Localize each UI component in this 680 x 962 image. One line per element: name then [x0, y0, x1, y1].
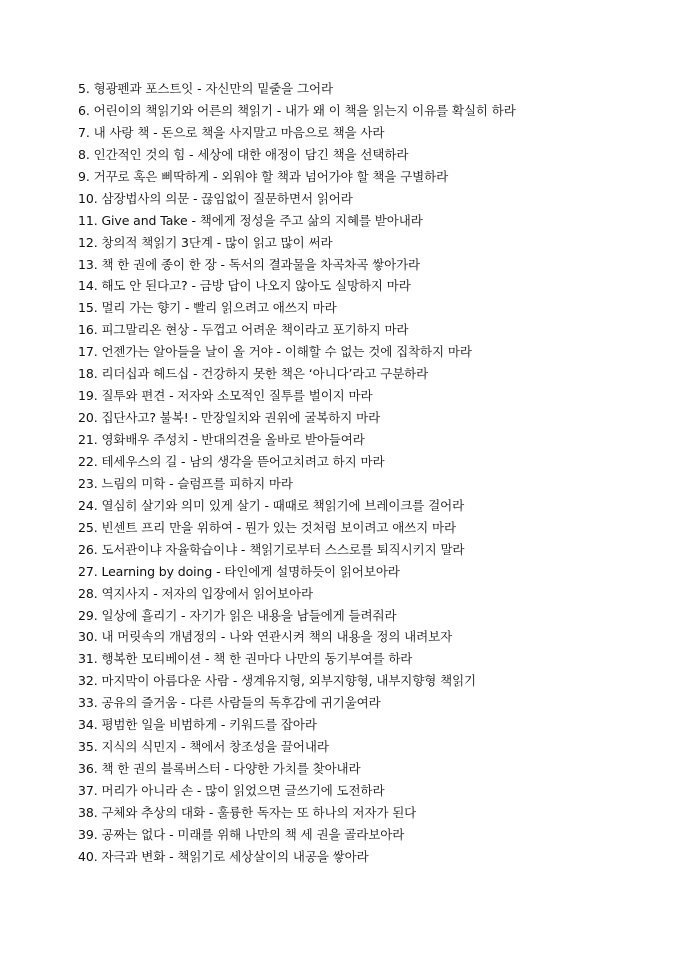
list-item: 6. 어린이의 책읽기와 어른의 책읽기 - 내가 왜 이 책을 읽는지 이유를 확실히 하라: [78, 102, 516, 118]
list-item: 12. 창의적 책읽기 3단계 - 많이 읽고 많이 써라: [78, 234, 333, 250]
table-of-contents: [78, 78, 668, 868]
list-item: 17. 언젠가는 알아들을 날이 올 거야 - 이해할 수 없는 것에 집착하지 마라: [78, 344, 472, 360]
list-item: 20. 집단사고? 불복! - 만장일치와 권위에 굴복하지 마라: [78, 410, 381, 426]
list-item: 14. 해도 안 된다고? - 금방 답이 나오지 않아도 실망하지 마라: [78, 278, 411, 294]
list-item: 34. 평범한 일을 비범하게 - 키워드를 잡아라: [78, 717, 317, 733]
list-item: 25. 빈센트 프리 만을 위하여 - 뭔가 있는 것처럼 보이려고 애쓰지 마라: [78, 519, 456, 535]
list-item: 38. 구체와 추상의 대화 - 훌륭한 독자는 또 하나의 저자가 된다: [78, 804, 417, 820]
list-item: 9. 거꾸로 혹은 삐딱하게 - 외워야 할 책과 넘어가야 할 책을 구별하라: [78, 168, 449, 184]
list-item: 8. 인간적인 것의 힘 - 세상에 대한 애정이 담긴 책을 선택하라: [78, 146, 409, 162]
list-item: 28. 역지사지 - 저자의 입장에서 읽어보아라: [78, 585, 313, 601]
list-item: 32. 마지막이 아름다운 사람 - 생계유지형, 외부지향형, 내부지향형 책읽기: [78, 673, 477, 689]
list-item: 30. 내 머릿속의 개념정의 - 나와 연관시켜 책의 내용을 정의 내려보자: [78, 629, 453, 645]
list-item: 15. 멀리 가는 향기 - 빨리 읽으려고 애쓰지 마라: [78, 300, 337, 316]
list-item: 33. 공유의 즐거움 - 다른 사람들의 독후감에 귀기울여라: [78, 695, 381, 711]
list-item: 36. 책 한 권의 블록버스터 - 다양한 가치를 찾아내라: [78, 761, 361, 777]
list-item: 35. 지식의 식민지 - 책에서 창조성을 끌어내라: [78, 739, 329, 755]
list-item: 23. 느림의 미학 - 슬럼프를 피하지 마라: [78, 475, 293, 491]
list-item: 21. 영화배우 주성치 - 반대의견을 올바로 받아들여라: [78, 432, 365, 447]
list-item: 26. 도서관이냐 자율학습이냐 - 책읽기로부터 스스로를 퇴직시키지 말라: [78, 541, 465, 557]
list-item: 18. 리더십과 헤드십 - 건강하지 못한 책은 ‘아니다’라고 구분하라: [78, 366, 429, 382]
list-item: 24. 열심히 살기와 의미 있게 살기 - 때때로 책읽기에 브레이크를 걸어라: [78, 497, 465, 513]
list-item: 39. 공짜는 없다 - 미래를 위해 나만의 책 세 권을 골라보아라: [78, 826, 405, 842]
list-item: 40. 자극과 변화 - 책읽기로 세상살이의 내공을 쌓아라: [78, 848, 369, 864]
list-item: 13. 책 한 권에 종이 한 장 - 독서의 결과물을 차곡차곡 쌓아가라: [78, 256, 421, 272]
list-item: 16. 피그말리온 현상 - 두껍고 어려운 책이라고 포기하지 마라: [78, 322, 409, 338]
list-item: 22. 테세우스의 길 - 남의 생각을 뜯어고치려고 하지 마라: [78, 453, 385, 469]
list-item: 11. Give and Take - 책에게 정성을 주고 삶의 지혜를 받아내라: [78, 212, 423, 228]
list-item: 5. 형광펜과 포스트잇 - 자신만의 밑줄을 그어라: [78, 81, 333, 96]
list-item: 31. 행복한 모티베이션 - 책 한 권마다 나만의 동기부여를 하라: [78, 651, 413, 667]
list-item: 10. 삼장법사의 의문 - 끊임없이 질문하면서 읽어라: [78, 190, 353, 206]
list-item: 19. 질투와 편견 - 저자와 소모적인 질투를 벌이지 마라: [78, 388, 373, 404]
list-item: 37. 머리가 아니라 손 - 많이 읽었으면 글쓰기에 도전하라: [78, 783, 385, 798]
list-item: 29. 일상에 흘리기 - 자기가 읽은 내용을 남들에게 들려줘라: [78, 607, 397, 623]
list-item: 27. Learning by doing - 타인에게 설명하듯이 읽어보아라: [78, 563, 400, 579]
list-item: 7. 내 사랑 책 - 돈으로 책을 사지말고 마음으로 책을 사라: [78, 124, 385, 140]
